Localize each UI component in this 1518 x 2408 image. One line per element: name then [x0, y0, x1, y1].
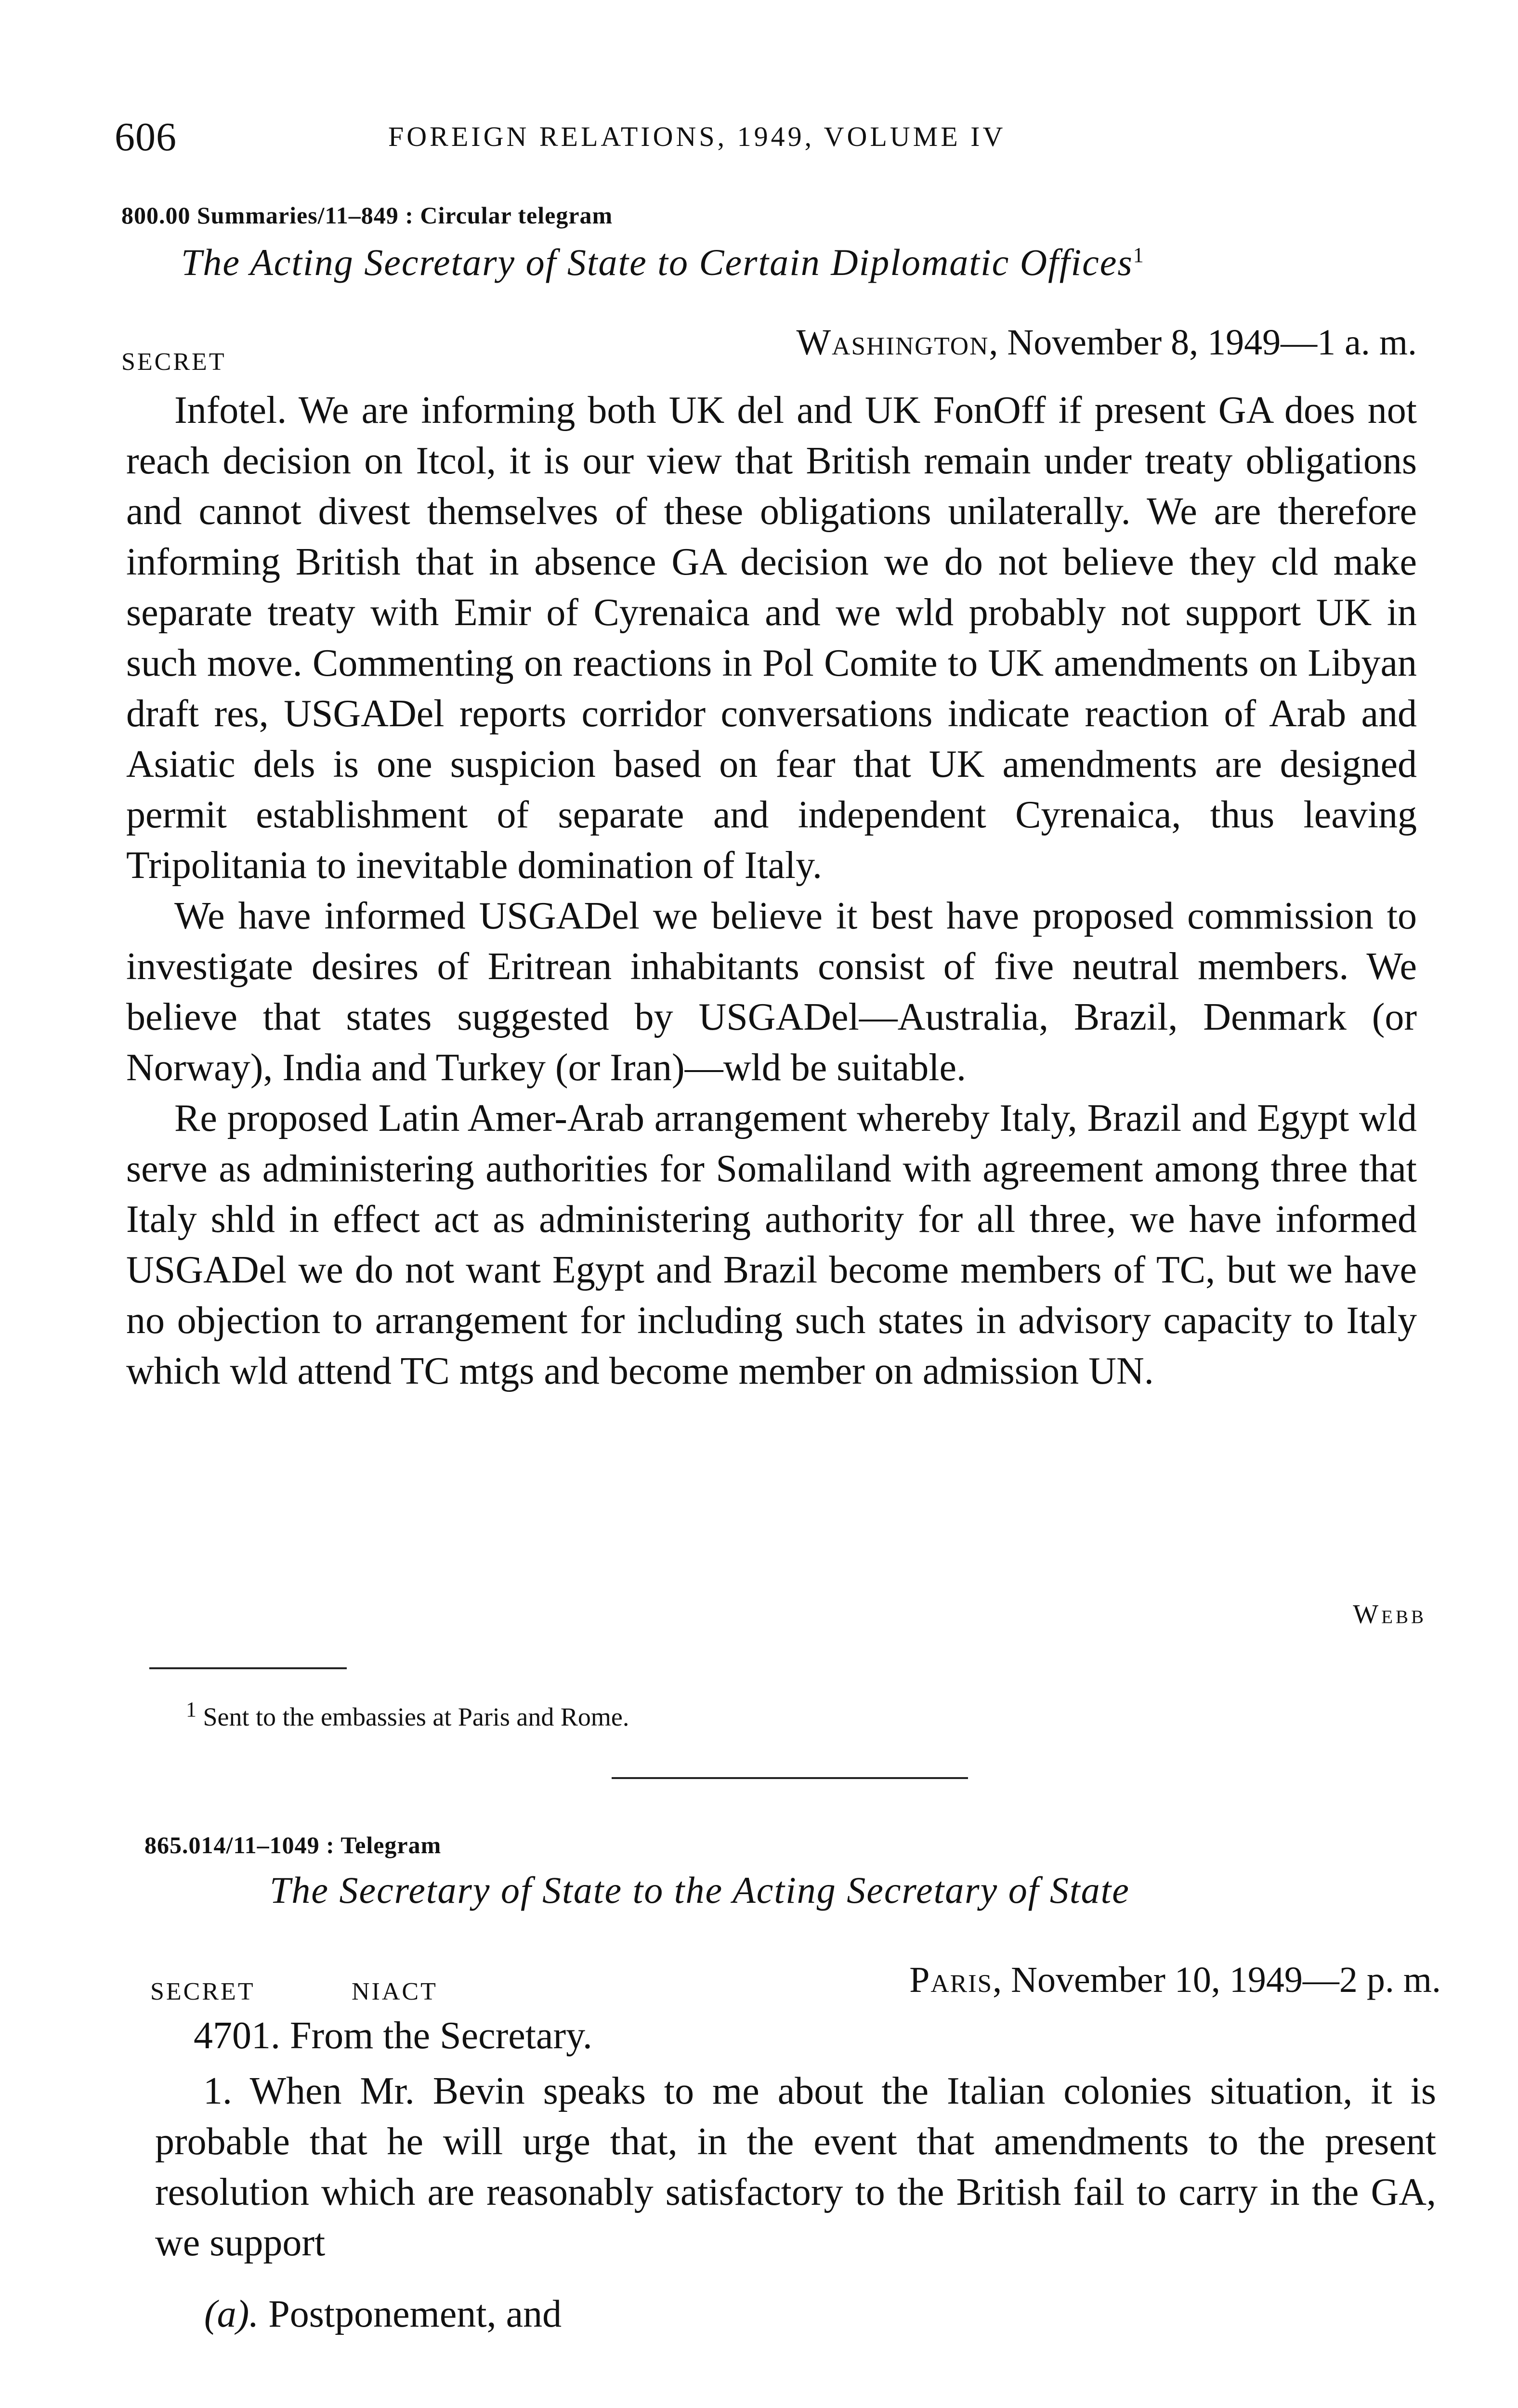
doc1-body: [126, 385, 1417, 1397]
doc1-paragraph-1: Infotel. We are informing both UK del and UK FonOff if present GA does not reach decision on Itcol, it is our view that British remain under treaty obligations and cannot divest themselves of these obligations unilaterally. We are therefore informing British that in absence GA decision we do not believe they cld make separate treaty with Emir of Cyrenaica and we wld probably not support UK in such move. Commenting on reactions in Pol Comite to UK amendments on Libyan draft res, USGADel reports corridor conversations indicate reaction of Arab and Asiatic dels is one suspicion based on fear that UK amendments are designed permit establishment of separate and independent Cyrenaica, thus leaving Tripolitania to inevitable domination of Italy.: [126, 389, 1417, 887]
doc2-body: [155, 2066, 1436, 2268]
doc1-date: , November 8, 1949—1 a. m.: [989, 322, 1417, 363]
doc1-title-footnote-mark: 1: [1133, 243, 1145, 267]
doc2-list-item-a-text: Postponement, and: [268, 2293, 562, 2335]
running-head: FOREIGN RELATIONS, 1949, VOLUME IV: [388, 121, 1006, 152]
doc1-footnote-mark: 1: [186, 1698, 196, 1721]
doc1-classification: SECRET: [121, 348, 226, 376]
doc1-title-text: The Acting Secretary of State to Certain Diplomatic Offices: [181, 241, 1133, 283]
footnote-rule: [149, 1667, 347, 1669]
doc2-opening-line: 4701. From the Secretary.: [194, 2015, 592, 2057]
page-number: 606: [115, 115, 177, 159]
doc2-classification: SECRET: [150, 1978, 255, 2005]
doc1-paragraph-3: Re proposed Latin Amer-Arab arrangement whereby Italy, Brazil and Egypt wld serve as administering authorities for Somaliland with agreement among three that Italy shld in effect act as administering authority for all three, we have informed USGADel we do not want Egypt and Brazil become members of TC, but we have no objection to arrangement for including such states in advisory capacity to Italy which wld attend TC mtgs and become member on admission UN.: [126, 1097, 1417, 1392]
doc2-priority: NIACT: [352, 1978, 438, 2005]
section-separator-rule: [612, 1777, 968, 1779]
doc2-place: Paris: [909, 1960, 993, 2000]
doc1-footnote: [186, 1697, 629, 1732]
doc2-title: The Secretary of State to the Acting Secretary of State: [270, 1869, 1130, 1911]
doc1-paragraph-2: We have informed USGADel we believe it best have proposed commission to investigate desires of Eritrean inhabitants consist of five neutral members. We believe that states suggested by USGADel—Australia, Brazil, Denmark (or Norway), India and Turkey (or Iran)—wld be suitable.: [126, 895, 1417, 1089]
doc1-footnote-text: Sent to the embassies at Paris and Rome.: [203, 1702, 629, 1731]
doc1-file-reference: 800.00 Summaries/11–849 : Circular telegram: [121, 202, 613, 229]
doc2-list-item-a-label: (a).: [204, 2293, 259, 2335]
doc2-paragraph-1: 1. When Mr. Bevin speaks to me about the Italian colonies situation, it is probable that he will urge that, in the event that amendments to the present resolution which are reasonably satisfactory to the British fail to carry in the GA, we support: [155, 2070, 1436, 2264]
doc2-dateline: [909, 1959, 1441, 2001]
doc1-place: Washington: [796, 322, 989, 363]
doc2-list-item-a: [204, 2292, 562, 2336]
doc2-file-reference: 865.014/11–1049 : Telegram: [144, 1832, 442, 1858]
doc1-signature: Webb: [1353, 1599, 1426, 1629]
doc1-dateline: [796, 322, 1417, 364]
doc2-date: , November 10, 1949—2 p. m.: [993, 1960, 1441, 2000]
doc1-title: [181, 241, 1145, 284]
